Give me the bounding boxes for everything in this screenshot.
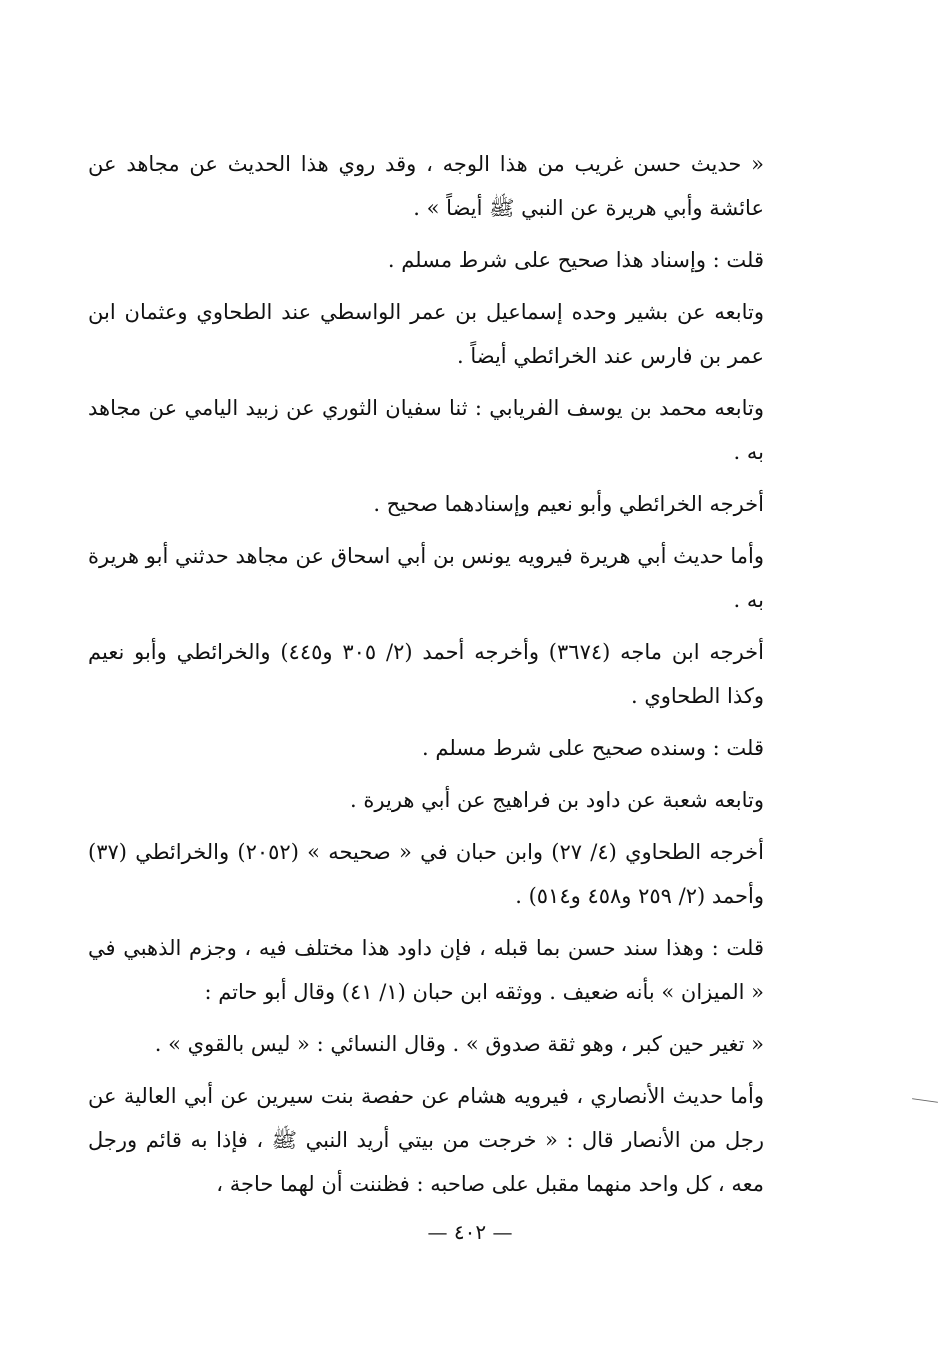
paragraph-2: قلت : وإسناد هذا صحيح على شرط مسلم . — [387, 248, 764, 272]
paragraph-4: وتابعه محمد بن يوسف الفريابي : ثنا سفيان الثوري عن زبيد اليامي عن مجاهد به . — [88, 396, 764, 464]
paragraph-13: وأما حديث الأنصاري ، فيرويه هشام عن حفصة بنت سيرين عن أبي العالية عن رجل من الأنصار قال : « خرجت من بيتي أريد النبي ﷺ ، فإذا به قائم ورجل معه ، كل واحد منهما مقبل على صاحبه : فظننت أن لهما حاجة ، — [88, 1084, 764, 1196]
scan-mark — [912, 1098, 938, 1103]
page-body — [88, 142, 764, 1214]
paragraph-1: « حديث حسن غريب من هذا الوجه ، وقد روي هذا الحديث عن مجاهد عن عائشة وأبي هريرة عن النبي ﷺ أيضاً » . — [88, 152, 764, 220]
paragraph-9: وتابعه شعبة عن داود بن فراهيج عن أبي هريرة . — [350, 788, 764, 812]
paragraph-10: أخرجه الطحاوي (٤/ ٢٧) وابن حبان في « صحيحه » (٢٠٥٢) والخرائطي (٣٧) وأحمد (٢/ ٢٥٩ و٤٥٨ و٥١٤) . — [88, 840, 764, 908]
paragraph-6: وأما حديث أبي هريرة فيرويه يونس بن أبي اسحاق عن مجاهد حدثني أبو هريرة به . — [88, 544, 764, 612]
paragraph-7: أخرجه ابن ماجه (٣٦٧٤) وأخرجه أحمد (٢/ ٣٠٥ و٤٤٥) والخرائطي وأبو نعيم وكذا الطحاوي . — [88, 640, 764, 708]
paragraph-8: قلت : وسنده صحيح على شرط مسلم . — [422, 736, 764, 760]
paragraph-3: وتابعه عن بشير وحده إسماعيل بن عمر الواسطي عند الطحاوي وعثمان ابن عمر بن فارس عند الخرائطي أيضاً . — [88, 300, 764, 368]
paragraph-12: « تغير حين كبر ، وهو ثقة صدوق » . وقال النسائي : « ليس بالقوي » . — [154, 1032, 764, 1056]
page-number: — ٤٠٢ — — [427, 1220, 513, 1244]
paragraph-5: أخرجه الخرائطي وأبو نعيم وإسنادهما صحيح . — [373, 492, 764, 516]
paragraph-11: قلت : وهذا سند حسن بما قبله ، فإن داود هذا مختلف فيه ، وجزم الذهبي في « الميزان » بأنه ضعيف . ووثقه ابن حبان (١/ ٤١) وقال أبو حاتم : — [88, 936, 764, 1004]
